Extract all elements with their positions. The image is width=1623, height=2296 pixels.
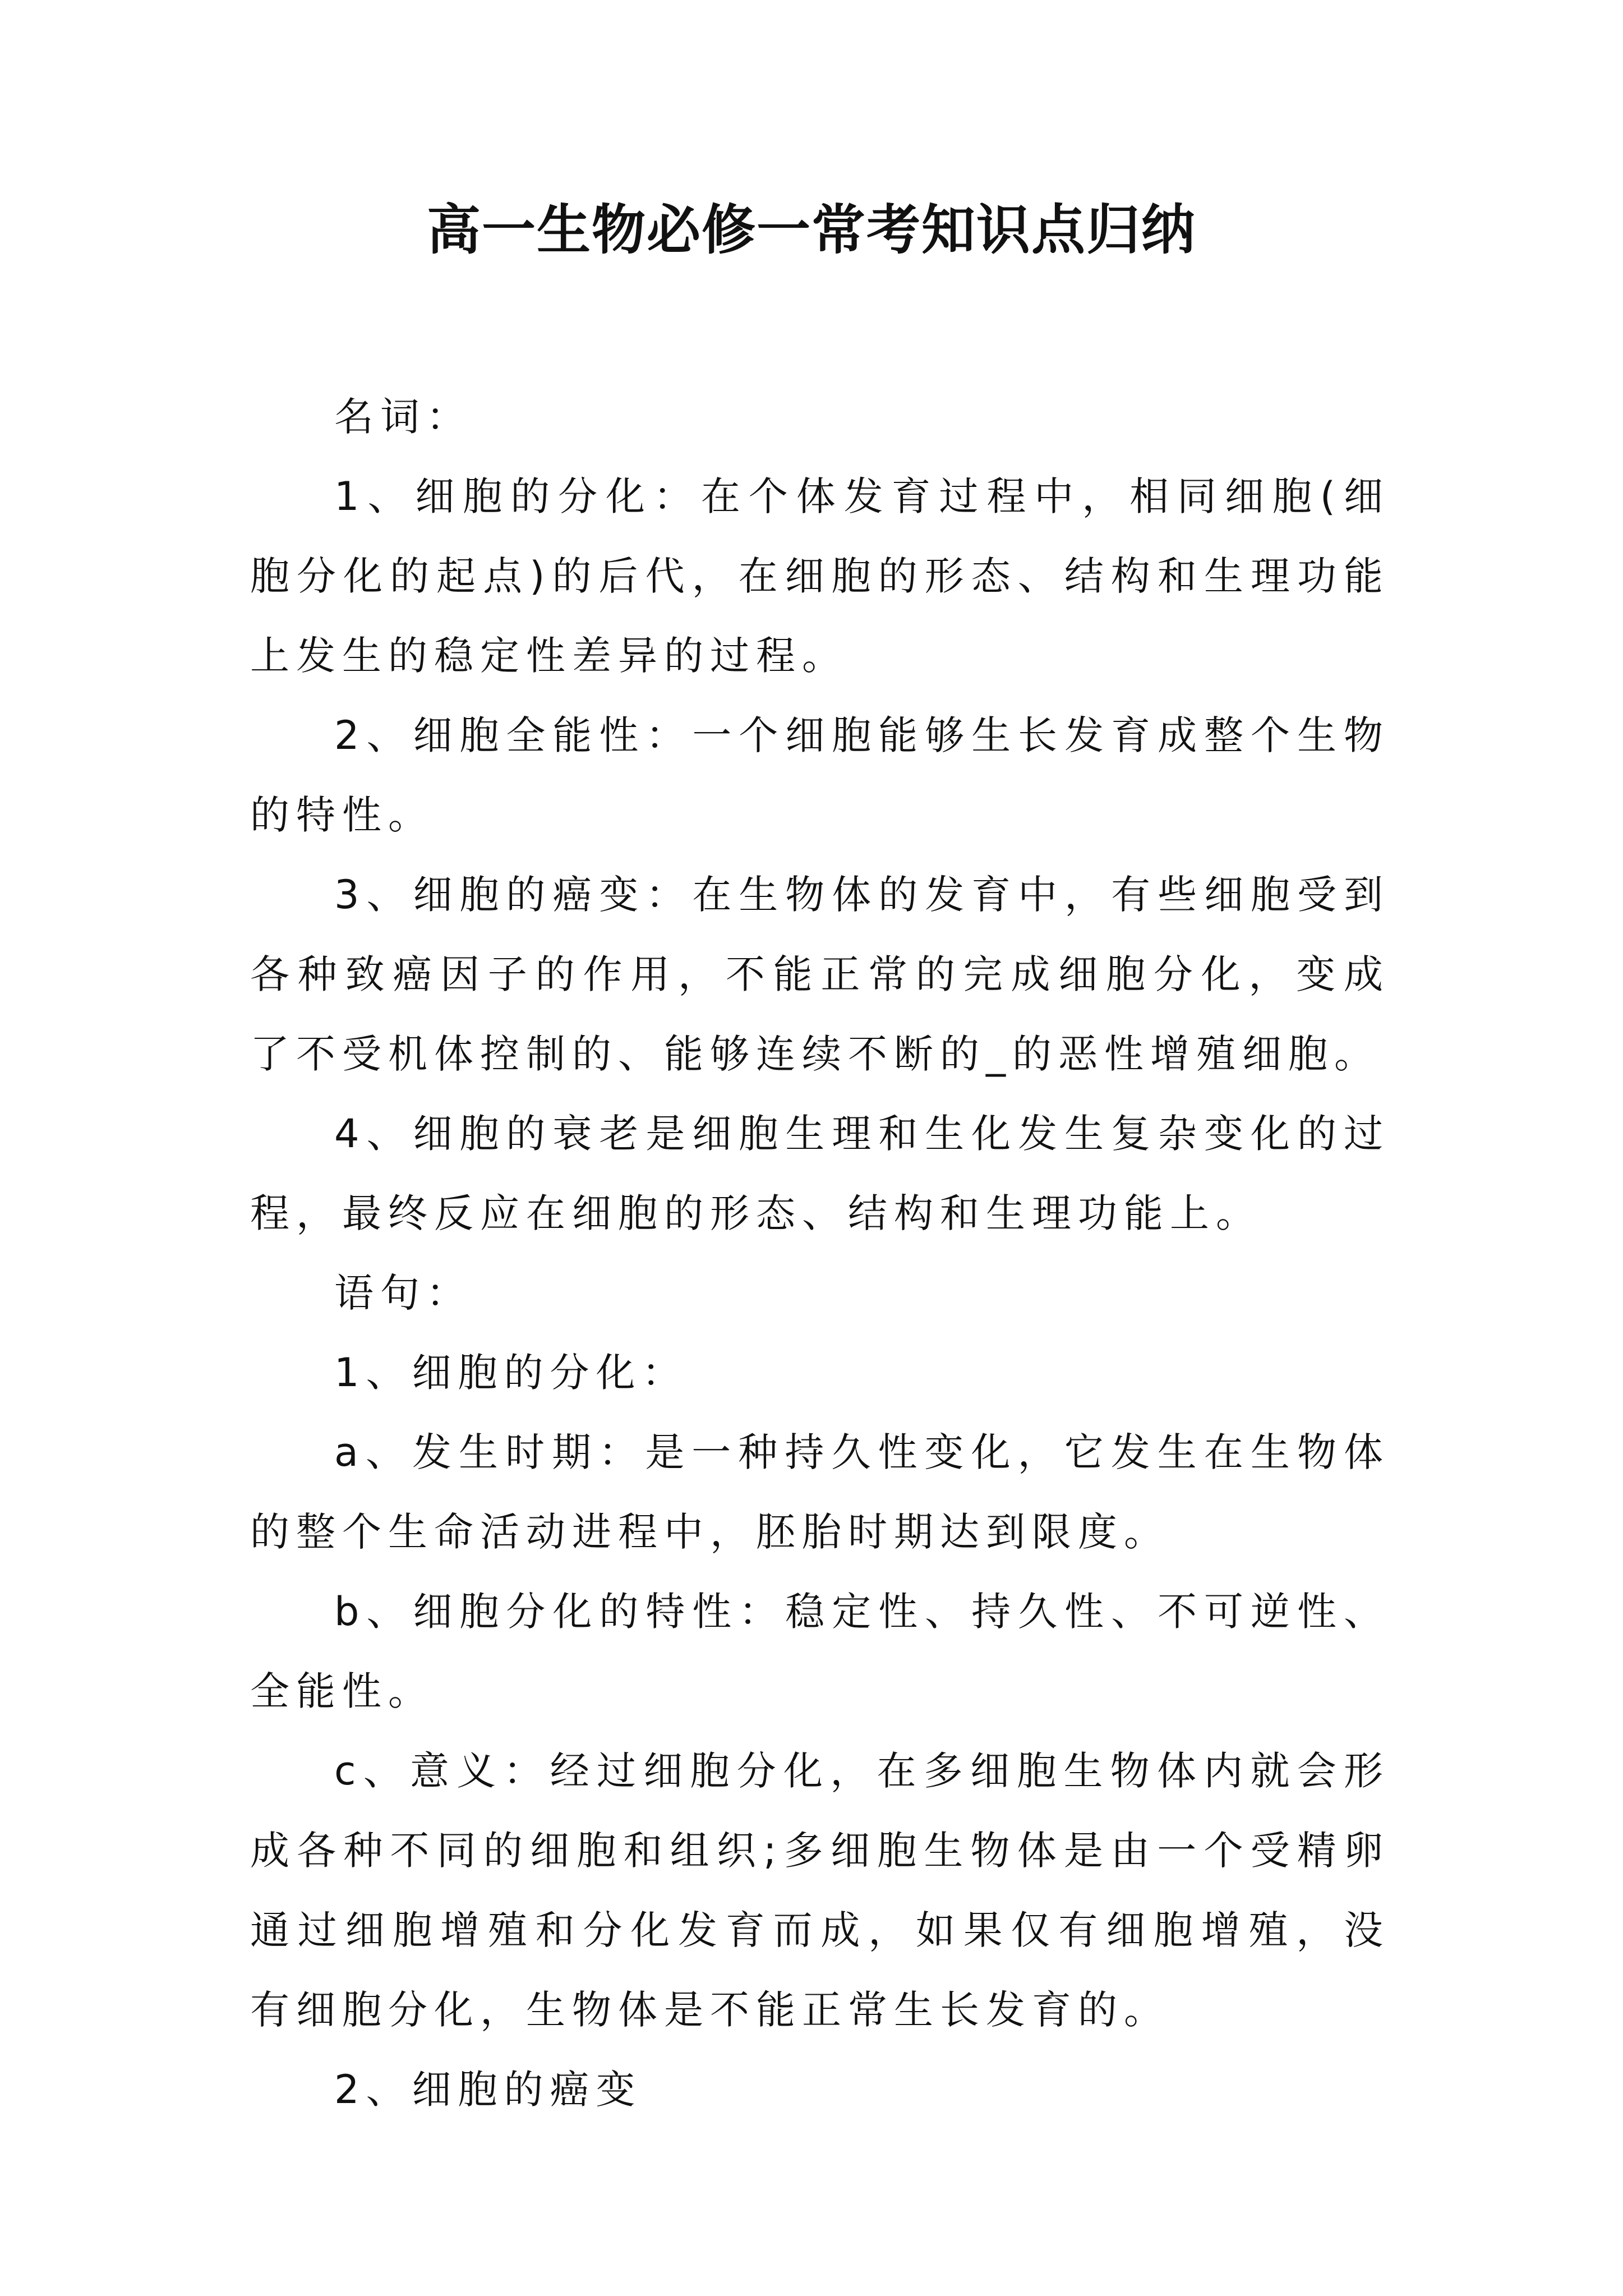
paragraph-cell-totipotency: 2、细胞全能性：一个细胞能够生长发育成整个生物的特性。 — [250, 712, 1390, 838]
paragraph-differentiation-traits: b、细胞分化的特性：稳定性、持久性、不可逆性、全能性。 — [250, 1589, 1390, 1714]
document-body — [250, 377, 1390, 2129]
paragraph-differentiation-heading: 1、细胞的分化： — [334, 1350, 688, 1396]
paragraph-significance: c、意义：经过细胞分化，在多细胞生物体内就会形成各种不同的细胞和组织;多细胞生物体是由一个受精卵通过细胞增殖和分化发育而成，如果仅有细胞增殖，没有细胞分化，生物体是不能正常生长发育的。 — [250, 1748, 1390, 2033]
section-heading-terms: 名词： — [334, 394, 472, 440]
document-title: 高一生物必修一常考知识点归纳 — [427, 198, 1196, 261]
paragraph-cell-canceration: 3、细胞的癌变：在生物体的发育中，有些细胞受到各种致癌因子的作用，不能正常的完成细胞分化，变成了不受机体控制的、能够连续不断的_的恶性增殖细胞。 — [250, 872, 1390, 1077]
paragraph-cell-aging: 4、细胞的衰老是细胞生理和生化发生复杂变化的过程，最终反应在细胞的形态、结构和生理功能上。 — [250, 1111, 1390, 1236]
paragraph-occurrence-period: a、发生时期：是一种持久性变化，它发生在生物体的整个生命活动进程中，胚胎时期达到限度。 — [250, 1429, 1390, 1555]
paragraph-cell-differentiation: 1、细胞的分化：在个体发育过程中，相同细胞(细胞分化的起点)的后代，在细胞的形态、结构和生理功能上发生的稳定性差异的过程。 — [250, 473, 1390, 679]
paragraph-canceration-heading: 2、细胞的癌变 — [334, 2067, 642, 2113]
section-heading-statements: 语句： — [334, 1270, 472, 1316]
